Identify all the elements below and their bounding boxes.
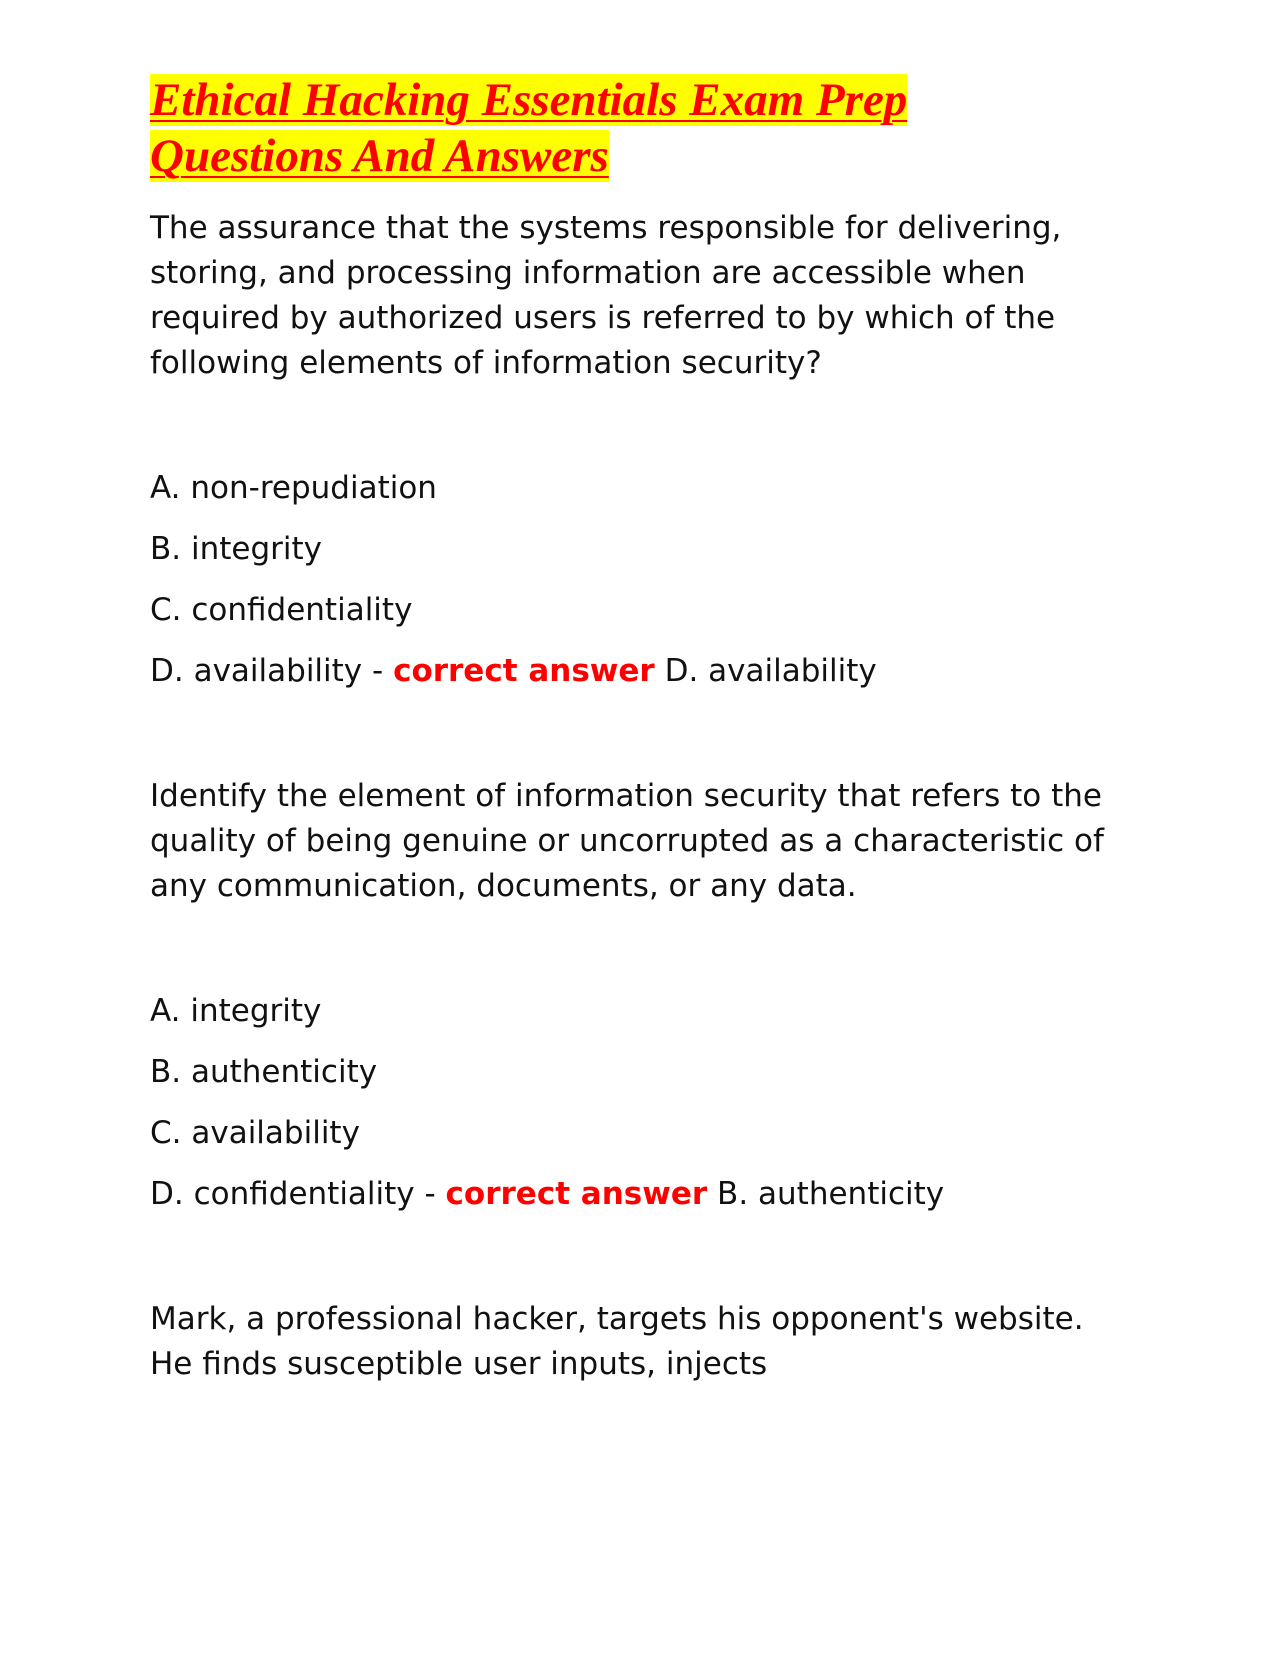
question-2-options — [150, 981, 1130, 1225]
answer-text: D. availability — [654, 653, 877, 689]
question-1-text: The assurance that the systems responsible for delivering, storing, and processing information are accessible when required by authorized users is referred to by which of the following elements of information security? — [150, 210, 1062, 381]
option-a: A. non-repudiation — [150, 470, 437, 506]
option-b: B. integrity — [150, 531, 322, 567]
title-line-1: Ethical Hacking Essentials Exam Prep — [150, 74, 908, 126]
option-b: B. authenticity — [150, 1054, 378, 1090]
option-c: C. availability — [150, 1115, 360, 1151]
question-2-text: Identify the element of information security that refers to the quality of being genuine or uncorrupted as a characteristic of any communication, documents, or any data. — [150, 778, 1104, 904]
question-1-options — [150, 458, 1130, 702]
option-d — [150, 1164, 1130, 1225]
correct-answer-label: correct answer — [393, 653, 655, 689]
answer-text: B. authenticity — [707, 1176, 945, 1212]
option-d-text: D. availability - — [150, 653, 394, 689]
correct-answer-label: correct answer — [445, 1176, 708, 1212]
document-page — [150, 72, 1130, 1387]
option-a: A. integrity — [150, 993, 322, 1029]
title-line-2: Questions And Answers — [150, 130, 609, 182]
option-d-text: D. confidentiality - — [150, 1176, 446, 1212]
option-d — [150, 641, 1130, 702]
question-3-text: Mark, a professional hacker, targets his opponent's website. He finds susceptible user inputs, injects — [150, 1301, 1084, 1382]
option-c: C. confidentiality — [150, 592, 413, 628]
document-title — [150, 72, 1130, 184]
